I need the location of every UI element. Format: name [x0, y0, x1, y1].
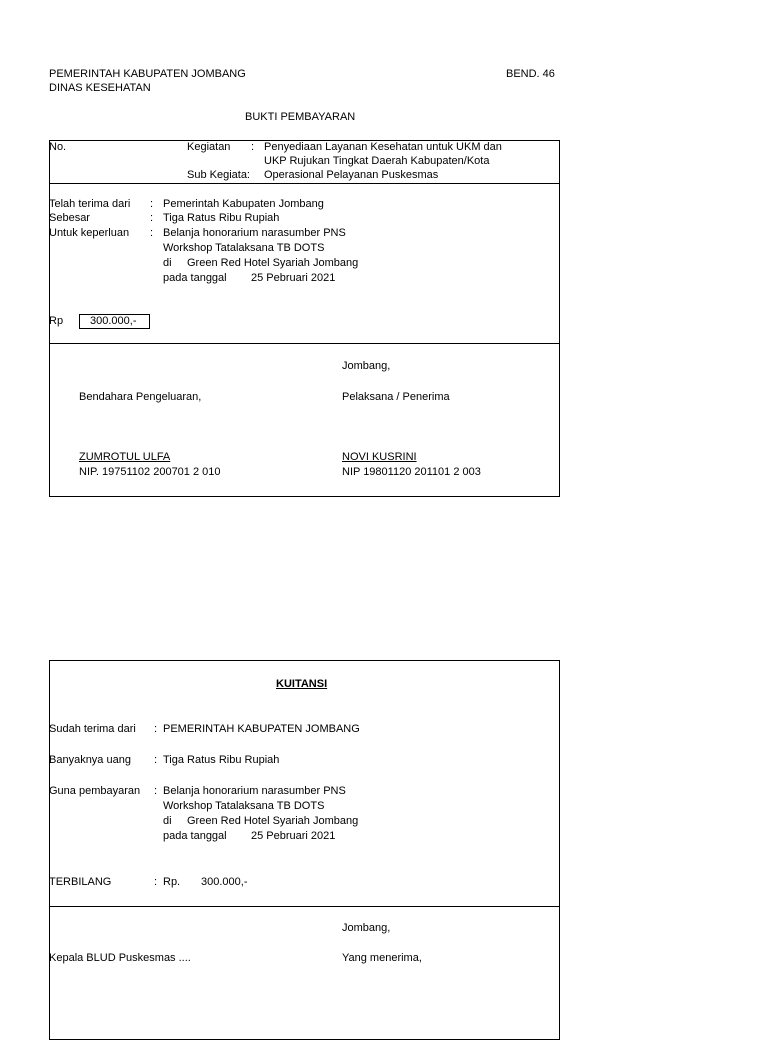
divider — [49, 183, 560, 184]
guna-date: 25 Pebruari 2021 — [251, 830, 336, 842]
guna-line1: Belanja honorarium narasumber PNS — [163, 785, 346, 797]
kuitansi-sign-place: Jombang, — [342, 922, 391, 934]
right-signer-role: Pelaksana / Penerima — [342, 391, 450, 403]
rp-label: Rp — [49, 315, 64, 327]
sudah-terima-value: PEMERINTAH KABUPATEN JOMBANG — [163, 723, 360, 735]
terbilang-label: TERBILANG — [49, 876, 112, 888]
sudah-terima-label: Sudah terima dari — [49, 723, 136, 735]
kuitansi-right-role: Yang menerima, — [342, 952, 422, 964]
kegiatan-value-line1: Penyediaan Layanan Kesehatan untuk UKM dan — [264, 141, 502, 153]
header-form-code: BEND. 46 — [506, 68, 555, 80]
left-signer-role: Bendahara Pengeluaran, — [79, 391, 202, 403]
terima-label: Telah terima dari — [49, 198, 131, 210]
terbilang-rp: Rp. — [163, 876, 181, 888]
colon: : — [150, 227, 154, 239]
keperluan-date-label: pada tanggal — [163, 272, 227, 284]
keperluan-line1: Belanja honorarium narasumber PNS — [163, 227, 346, 239]
guna-location: Green Red Hotel Syariah Jombang — [187, 815, 359, 827]
guna-date-label: pada tanggal — [163, 830, 227, 842]
no-label: No. — [49, 141, 67, 153]
terbilang-colon: : — [154, 876, 158, 888]
colon: : — [150, 198, 154, 210]
keperluan-di: di — [163, 257, 172, 269]
sign-place: Jombang, — [342, 360, 391, 372]
rp-amount-box: 300.000,- — [79, 314, 150, 329]
kegiatan-label: Kegiatan — [187, 141, 231, 153]
guna-di: di — [163, 815, 172, 827]
keperluan-location: Green Red Hotel Syariah Jombang — [187, 257, 359, 269]
left-signer-name: ZUMROTUL ULFA — [79, 451, 171, 463]
banyaknya-uang-label: Banyaknya uang — [49, 754, 131, 766]
right-signer-name: NOVI KUSRINI — [342, 451, 417, 463]
sebesar-label: Sebesar — [49, 212, 90, 224]
left-signer-nip: NIP. 19751102 200701 2 010 — [79, 466, 221, 478]
divider — [49, 343, 560, 344]
colon: : — [150, 212, 154, 224]
terbilang-value: 300.000,- — [201, 876, 248, 888]
keperluan-label: Untuk keperluan — [49, 227, 130, 239]
guna-pembayaran-label: Guna pembayaran — [49, 785, 141, 797]
sebesar-value: Tiga Ratus Ribu Rupiah — [163, 212, 280, 224]
kuitansi-left-role: Kepala BLUD Puskesmas .... — [49, 952, 191, 964]
kegiatan-colon: : — [251, 141, 255, 153]
colon: : — [154, 723, 158, 735]
kegiatan-value-line2: UKP Rujukan Tingkat Daerah Kabupaten/Kota — [264, 155, 490, 167]
right-signer-nip: NIP 19801120 201101 2 003 — [342, 466, 481, 478]
kuitansi-title: KUITANSI — [276, 678, 328, 690]
sub-kegiatan-label: Sub Kegiata: — [187, 169, 250, 181]
banyaknya-uang-value: Tiga Ratus Ribu Rupiah — [163, 754, 280, 766]
header-dept: DINAS KESEHATAN — [49, 82, 151, 94]
colon: : — [154, 785, 158, 797]
colon: : — [154, 754, 158, 766]
keperluan-date: 25 Pebruari 2021 — [251, 272, 336, 284]
keperluan-line2: Workshop Tatalaksana TB DOTS — [163, 242, 325, 254]
kuitansi-box — [49, 660, 560, 1040]
sub-kegiatan-value: Operasional Pelayanan Puskesmas — [264, 169, 439, 181]
guna-line2: Workshop Tatalaksana TB DOTS — [163, 800, 325, 812]
header-gov: PEMERINTAH KABUPATEN JOMBANG — [49, 68, 246, 80]
divider — [49, 906, 560, 907]
document-title: BUKTI PEMBAYARAN — [245, 111, 356, 123]
tick-mark — [49, 299, 50, 313]
terima-value: Pemerintah Kabupaten Jombang — [163, 198, 324, 210]
